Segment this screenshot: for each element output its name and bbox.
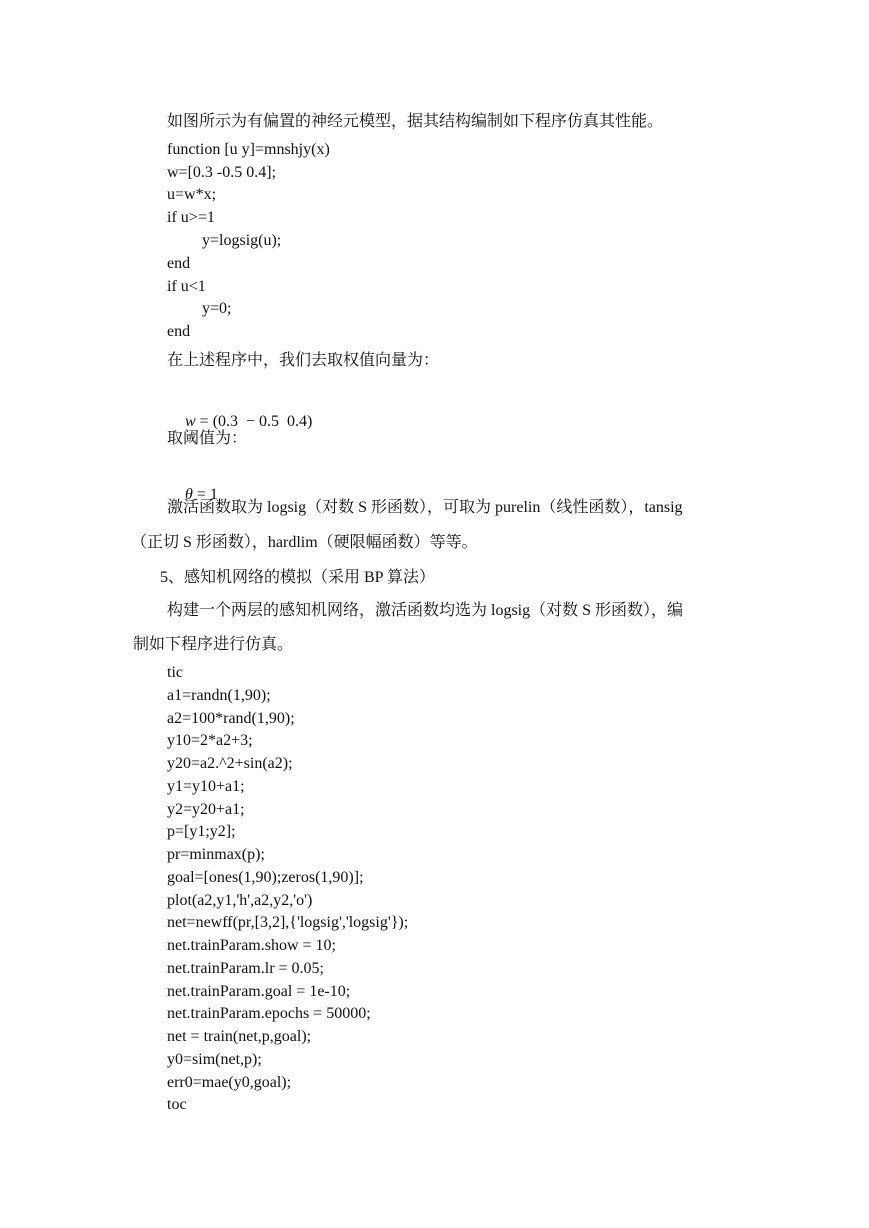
activation-paragraph-line2: （正切 S 形函数），hardlim（硬限幅函数）等等。 [131, 534, 478, 551]
code-line: end [167, 255, 191, 272]
code-line: a1=randn(1,90); [167, 687, 271, 704]
code-line: plot(a2,y1,'h',a2,y2,'o') [167, 892, 313, 909]
code-line: end [167, 323, 191, 340]
code-line: y10=2*a2+3; [167, 732, 253, 749]
code-line: pr=minmax(p); [167, 846, 265, 863]
activation-paragraph-line1: 激活函数取为 logsig（对数 S 形函数），可取为 purelin（线性函数），tansig [167, 499, 683, 516]
code-line: net.trainParam.lr = 0.05; [167, 960, 324, 977]
code-line: if u<1 [167, 278, 206, 295]
code-line: y2=y20+a1; [167, 801, 245, 818]
code-line: err0=mae(y0,goal); [167, 1074, 292, 1091]
intro-paragraph: 如图所示为有偏置的神经元模型，据其结构编制如下程序仿真其性能。 [167, 113, 664, 130]
code-line: y=0; [202, 300, 232, 317]
section-heading: 5、感知机网络的模拟（采用 BP 算法） [160, 569, 435, 586]
code-line: function [u y]=mnshjy(x) [167, 141, 330, 158]
code-line: net.trainParam.epochs = 50000; [167, 1005, 371, 1022]
code-line: y=logsig(u); [202, 232, 282, 249]
code-line: net.trainParam.goal = 1e-10; [167, 983, 351, 1000]
equation-rhs: = 1 [196, 486, 218, 503]
code-line: p=[y1;y2]; [167, 823, 236, 840]
threshold-paragraph: 取阈值为： [167, 430, 248, 447]
equation-lhs: w [185, 413, 196, 430]
code-line: goal=[ones(1,90);zeros(1,90)]; [167, 869, 364, 886]
weights-paragraph: 在上述程序中，我们去取权值向量为： [167, 352, 440, 369]
build-paragraph-line2: 制如下程序进行仿真。 [133, 636, 294, 653]
code-line: net=newff(pr,[3,2],{'logsig','logsig'}); [167, 914, 409, 931]
equation-lhs: θ [185, 486, 193, 503]
code-line: y0=sim(net,p); [167, 1051, 262, 1068]
code-line: y1=y10+a1; [167, 778, 245, 795]
code-line: toc [167, 1096, 187, 1113]
equation-rhs: = (0.3 − 0.5 0.4) [199, 413, 313, 430]
code-line: net = train(net,p,goal); [167, 1028, 312, 1045]
code-line: net.trainParam.show = 10; [167, 937, 336, 954]
code-line: a2=100*rand(1,90); [167, 710, 295, 727]
code-line: w=[0.3 -0.5 0.4]; [167, 164, 277, 181]
build-paragraph-line1: 构建一个两层的感知机网络，激活函数均选为 logsig（对数 S 形函数），编 [167, 602, 684, 619]
code-line: tic [167, 664, 183, 681]
code-line: y20=a2.^2+sin(a2); [167, 755, 293, 772]
code-line: u=w*x; [167, 186, 217, 203]
code-line: if u>=1 [167, 209, 215, 226]
